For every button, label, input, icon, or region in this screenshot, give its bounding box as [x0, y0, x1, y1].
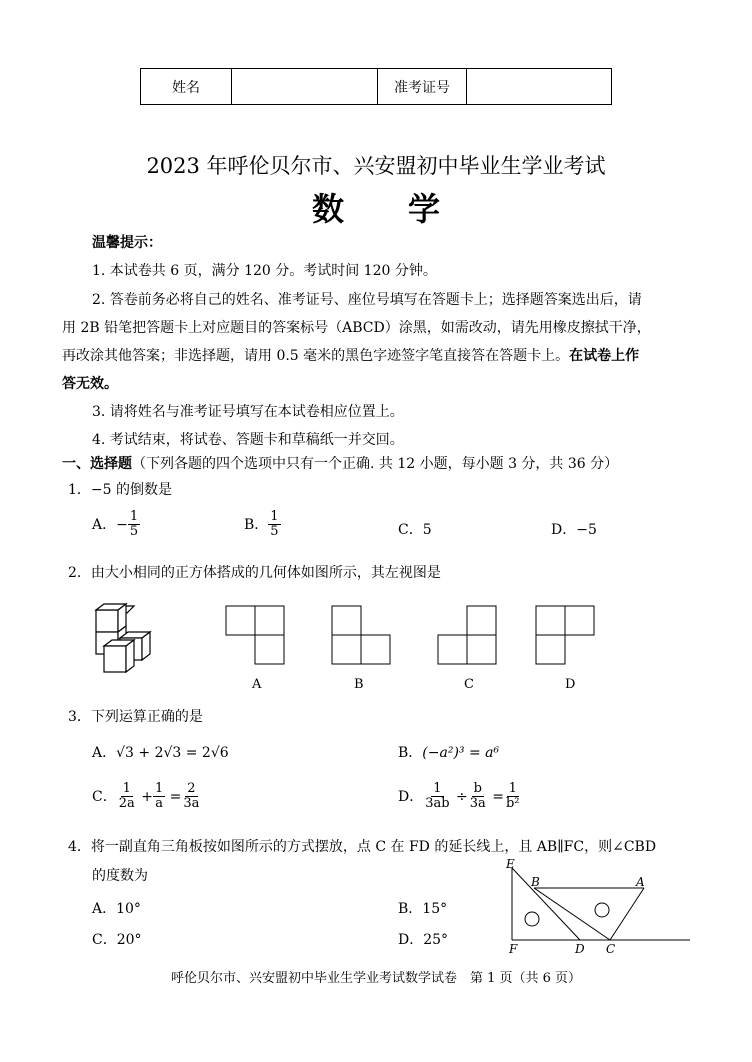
section-1-desc: （下列各题的四个选项中只有一个正确. 共 12 小题，每小题 3 分，共 36 分）	[132, 456, 619, 472]
q2-label-d: D	[565, 677, 576, 692]
q1-option-c[interactable]: C．5	[398, 522, 432, 538]
subject-title: 数 学	[311, 190, 440, 228]
q4-point-b: B	[531, 875, 540, 889]
q2-option-c-figure[interactable]	[438, 606, 496, 664]
page-footer: 呼伦贝尔市、兴安盟初中毕业生学业考试数学试卷 第 1 页（共 6 页）	[170, 971, 582, 986]
q4-stem: 4．将一副直角三角板按如图所示的方式摆放，点 C 在 FD 的延长线上，且 AB∥FC，则∠CBD	[68, 839, 657, 855]
q2-option-a-figure[interactable]	[226, 606, 284, 664]
q4-point-d: D	[575, 942, 585, 956]
q2-label-a: A	[252, 677, 262, 692]
tip-2-line-2: 用 2B 铅笔把答题卡上对应题目的答案标号（ABCD）涂黑，如需改动，请先用橡皮擦拭干净，	[62, 320, 651, 336]
q2-cube-figure	[94, 604, 166, 676]
exam-title: 2023 年呼伦贝尔市、兴安盟初中毕业生学业考试	[146, 154, 606, 178]
q4-point-e: E	[506, 857, 515, 871]
section-1-heading	[62, 453, 618, 473]
q4-point-a: A	[636, 875, 645, 889]
q1-option-b[interactable]: B． $\frac{1}{5}$	[244, 509, 279, 540]
tips-heading: 温馨提示：	[92, 235, 162, 251]
tip-3: 3. 请将姓名与准考证号填写在本试卷相应位置上。	[92, 404, 404, 420]
q1-option-a[interactable]: A．− $\frac{1}{5}$	[92, 509, 139, 540]
q2-label-b: B	[354, 677, 364, 692]
exam-id-label: 准考证号	[378, 69, 467, 104]
name-field[interactable]	[232, 69, 378, 104]
q1-option-d[interactable]: D．−5	[551, 522, 597, 538]
section-1-label: 一、选择题	[62, 456, 132, 472]
q3-option-a[interactable]: A．√3 + 2√3 = 2√6	[92, 745, 229, 761]
q3-option-b[interactable]: B．(−a²)³ = a⁶	[398, 745, 500, 761]
tip-2-line-4: 答无效。	[62, 376, 118, 392]
q3-option-c[interactable]: C． $\frac{1}{2a}$ + $\frac{1}{a}$ = $\frac{2}{3a}$	[92, 781, 200, 812]
q4-point-f: F	[509, 942, 518, 956]
tip-2-line-3	[62, 345, 639, 365]
q2-option-d-figure[interactable]	[536, 606, 594, 664]
tip-4: 4. 考试结束，将试卷、答题卡和草稿纸一并交回。	[92, 432, 404, 448]
q4-point-c: C	[606, 942, 616, 956]
tip-2-line-1: 2. 答卷前务必将自己的姓名、准考证号、座位号填写在答题卡上；选择题答案选出后，请	[92, 292, 642, 308]
name-label: 姓名	[141, 69, 232, 104]
q4-option-d[interactable]: D．25°	[398, 932, 449, 948]
q4-triangle-figure	[504, 858, 692, 946]
exam-id-field[interactable]	[467, 69, 611, 104]
q3-option-d[interactable]: D． $\frac{1}{3ab}$ ÷ $\frac{b}{3a}$ = $\frac{1}{\text{b²}}$	[398, 781, 520, 812]
q3-stem: 3．下列运算正确的是	[68, 709, 203, 725]
q4-stem-2: 的度数为	[92, 868, 148, 884]
candidate-info-table	[140, 68, 612, 105]
tip-2-line-3-text: 再改涂其他答案；非选择题，请用 0.5 毫米的黑色字迹签字笔直接答在答题卡上。	[62, 348, 570, 364]
q2-option-b-figure[interactable]	[332, 606, 390, 664]
tip-2-bold-part: 在试卷上作	[569, 348, 640, 364]
q2-stem: 2．由大小相同的正方体搭成的几何体如图所示，其左视图是	[68, 565, 441, 581]
q1-stem: 1．−5 的倒数是	[68, 482, 172, 498]
tip-1: 1. 本试卷共 6 页，满分 120 分。考试时间 120 分钟。	[92, 263, 437, 279]
q4-option-c[interactable]: C．20°	[92, 932, 142, 948]
q2-label-c: C	[464, 677, 474, 692]
q4-option-b[interactable]: B．15°	[398, 901, 448, 917]
q4-option-a[interactable]: A．10°	[92, 901, 141, 917]
